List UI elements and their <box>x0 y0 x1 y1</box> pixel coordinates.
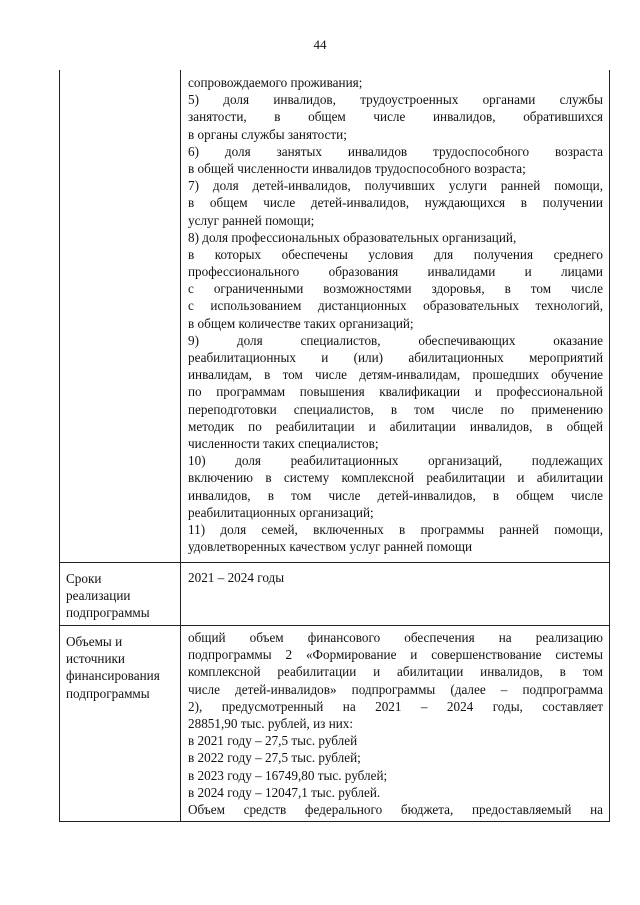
content-line: 11) доля семей, включенных в программы ранней помощи, <box>188 521 603 537</box>
content-line: комплексной реабилитации и абилитации инвалидов, в том <box>188 664 603 680</box>
row-label-line: подпрограммы <box>66 605 150 621</box>
content-line: 8) доля профессиональных образовательных организаций, <box>188 229 517 245</box>
content-line: сопровождаемого проживания; <box>188 75 363 90</box>
content-line: подпрограммы 2 «Формирование и совершенствование системы <box>188 647 603 663</box>
table-row <box>60 626 610 822</box>
content-line: по программам повышения квалификации и профессиональной <box>188 384 603 400</box>
content-line: инвалидам, в том числе детям-инвалидам, прошедших обучение <box>188 367 603 383</box>
content-line: с использованием дистанционных образовательных технологий, <box>188 298 603 314</box>
table-row <box>60 563 610 626</box>
row-content-cell <box>181 70 610 563</box>
content-line: инвалидов, в том числе детей-инвалидов, в общем числе <box>188 487 603 503</box>
content-line: переподготовки специалистов, в том числе по применению <box>188 401 603 417</box>
content-line: 6) доля занятых инвалидов трудоспособного возраста <box>188 143 603 159</box>
content-line: в 2022 году – 27,5 тыс. рублей; <box>188 750 361 766</box>
content-line: в 2023 году – 16749,80 тыс. рублей; <box>188 767 388 783</box>
content-line: численности таких специалистов; <box>188 435 379 451</box>
row-label-line: источники <box>66 651 125 667</box>
content-line: 5) доля инвалидов, трудоустроенных органами службы <box>188 92 603 108</box>
content-line: 28851,90 тыс. рублей, из них: <box>188 715 354 731</box>
row-label-cell <box>60 626 181 822</box>
content-line: 7) доля детей-инвалидов, получивших услуги ранней помощи, <box>188 178 603 194</box>
content-line: в которых обеспечены условия для получения среднего <box>188 246 603 262</box>
content-line: в общем количестве таких организаций; <box>188 315 414 331</box>
content-line: 10) доля реабилитационных организаций, подлежащих <box>188 453 603 469</box>
content-line: занятости, в общем числе инвалидов, обратившихся <box>188 109 603 125</box>
row-label-line: подпрограммы <box>66 685 150 701</box>
row-label-line: Объемы и <box>66 634 123 649</box>
content-line: с ограниченными возможностями здоровья, в том числе <box>188 281 603 297</box>
content-line: числе детей-инвалидов» подпрограммы (далее – подпрограмма <box>188 681 603 697</box>
row-content-cell <box>181 626 610 822</box>
content-line: 2021 – 2024 годы <box>188 570 285 585</box>
content-line: в общем числе детей-инвалидов, нуждающихся в получении <box>188 195 603 211</box>
content-line: в 2021 году – 27,5 тыс. рублей <box>188 733 358 749</box>
content-line: включению в систему комплексной реабилитации и абилитации <box>188 470 603 486</box>
content-line: в общей численности инвалидов трудоспособного возраста; <box>188 160 526 176</box>
content-line: 2), предусмотренный на 2021 – 2024 годы, составляет <box>188 698 603 714</box>
row-label-cell <box>60 563 181 626</box>
content-line: реабилитационных и (или) абилитационных мероприятий <box>188 350 603 365</box>
table-row <box>60 70 610 563</box>
row-label-cell <box>60 70 181 563</box>
content-line: услуг ранней помощи; <box>188 212 315 228</box>
content-line: общий объем финансового обеспечения на реализацию <box>188 630 603 645</box>
content-line: профессионального образования инвалидами и лицами <box>188 264 603 280</box>
content-line: 9) доля специалистов, обеспечивающих оказание <box>188 332 603 348</box>
row-label-line: финансирования <box>66 668 160 684</box>
content-line: в 2024 году – 12047,1 тыс. рублей. <box>188 784 381 800</box>
row-label-line: Сроки <box>66 571 102 586</box>
content-line: в органы службы занятости; <box>188 126 347 142</box>
row-label-line: реализации <box>66 588 131 604</box>
page-number: 44 <box>313 37 327 52</box>
content-line: Объем средств федерального бюджета, предоставляемый на <box>188 801 603 817</box>
content-line: реабилитационных организаций; <box>188 504 374 520</box>
content-line: методик по реабилитации и абилитации инвалидов, в общей <box>188 418 603 434</box>
content-line: удовлетворенных качеством услуг ранней помощи <box>188 539 473 555</box>
row-content-cell <box>181 563 610 626</box>
passport-table <box>59 70 610 822</box>
